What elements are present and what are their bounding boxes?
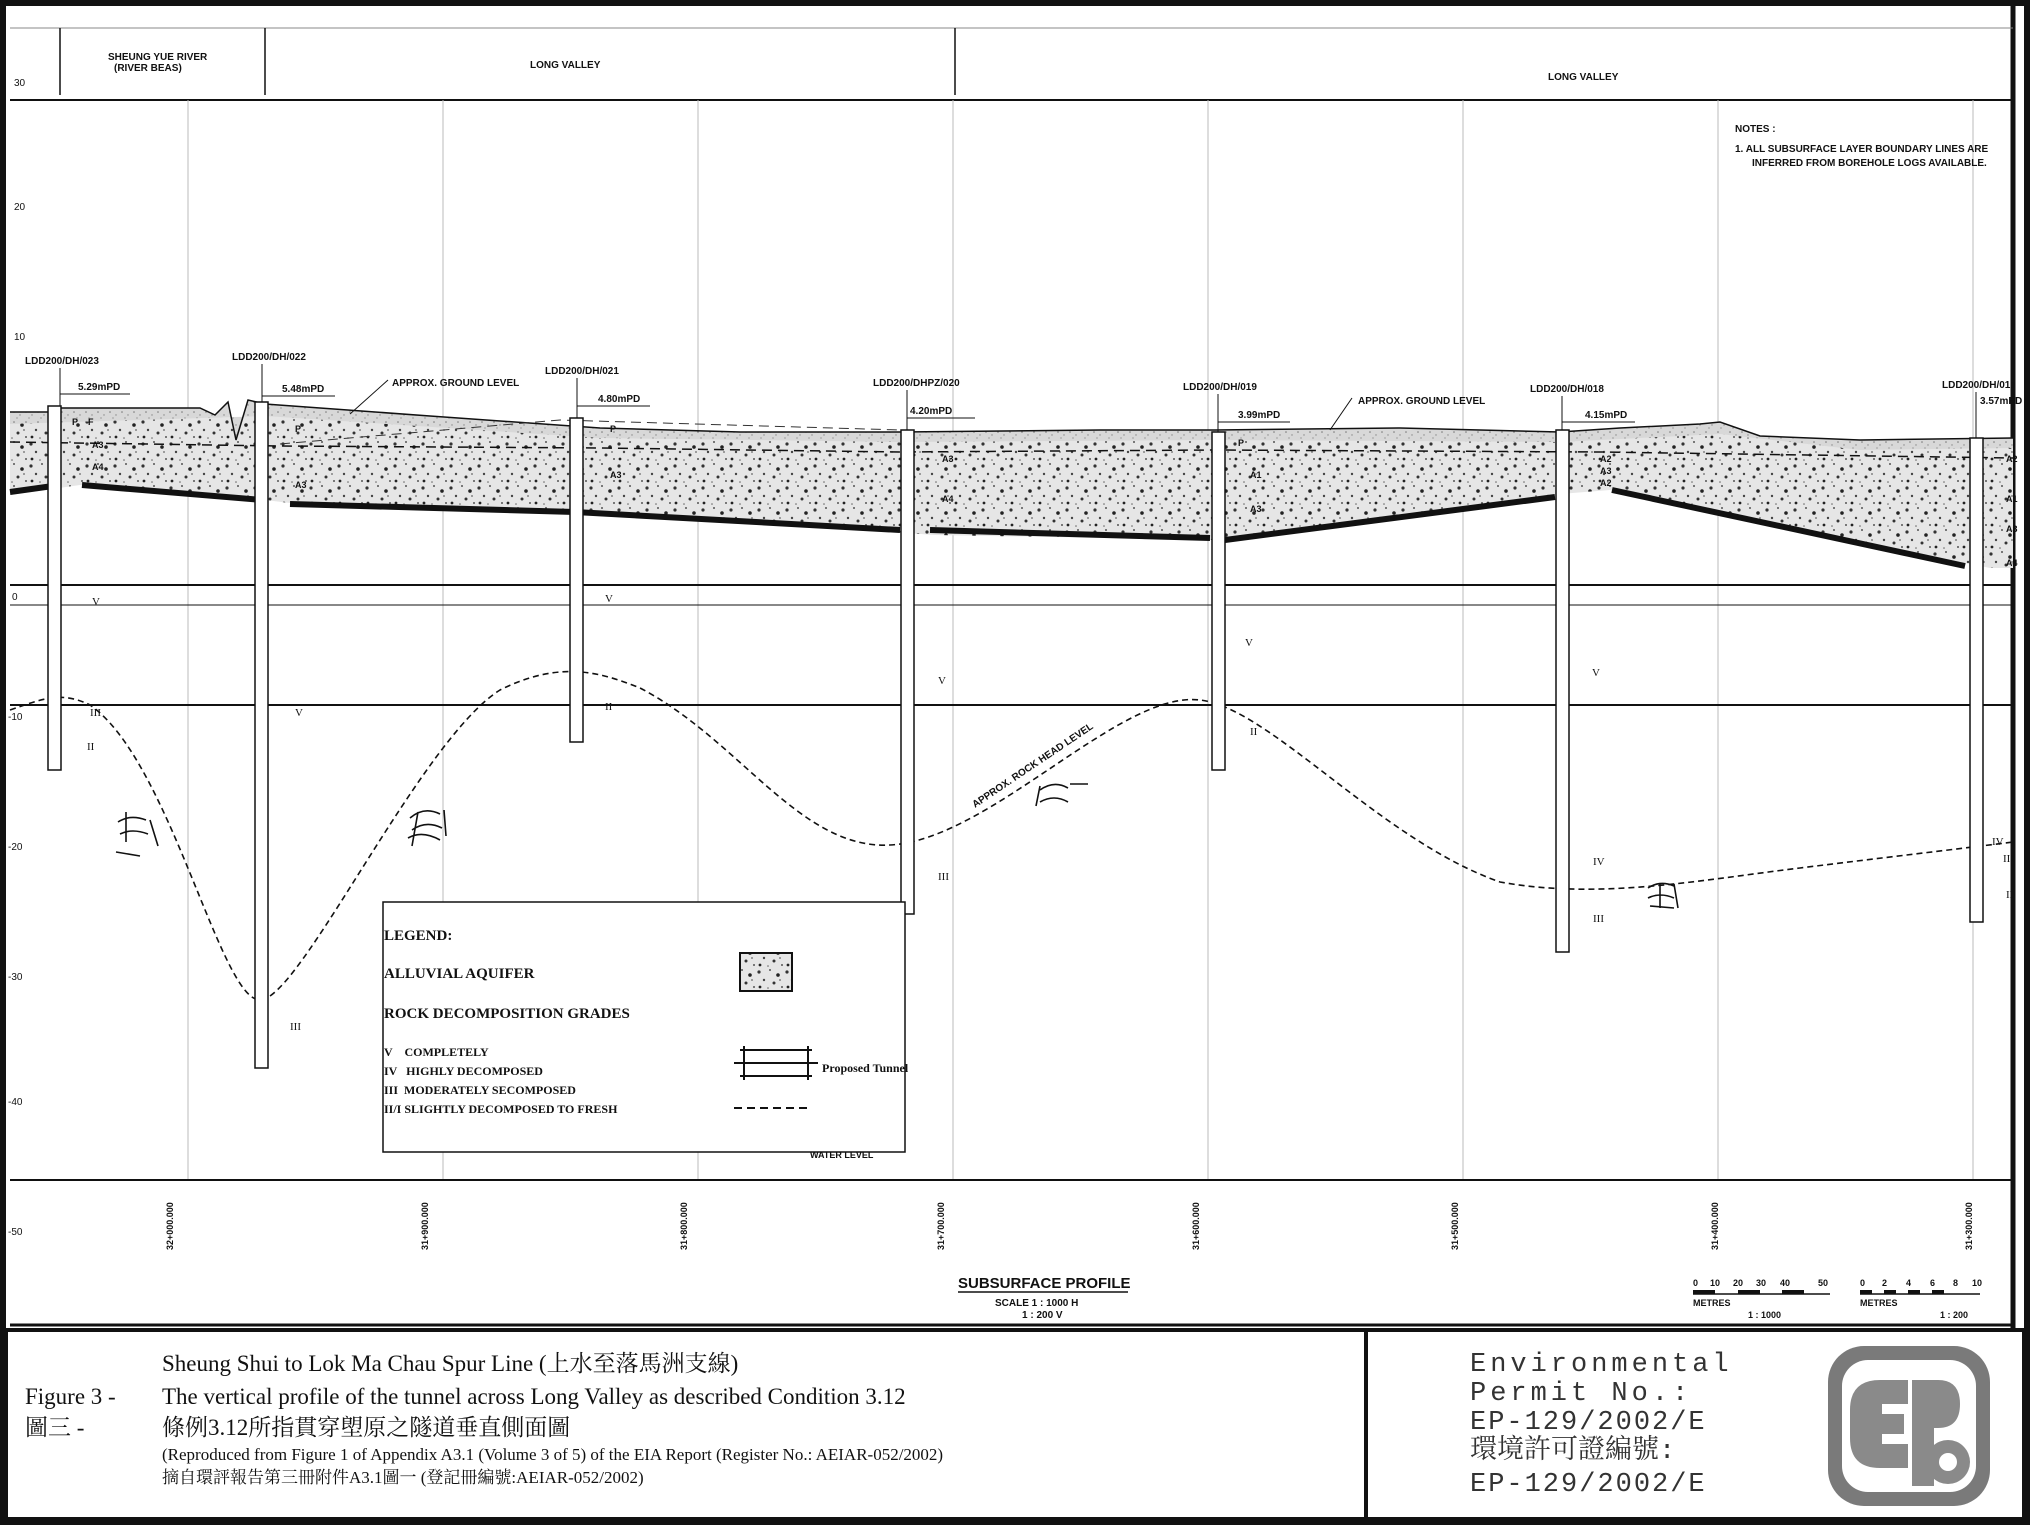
- header-long-valley-2: LONG VALLEY: [1548, 72, 1619, 83]
- borehole-level: 3.57mPD: [1980, 396, 2023, 407]
- layer-label-a4: A4: [2006, 558, 2018, 568]
- borehole-id: LDD200/DH/021: [545, 366, 619, 377]
- grade-iii: III: [1593, 913, 1604, 925]
- legend-aquifer-swatch: [740, 953, 792, 991]
- borehole-id: LDD200/DH/017: [1942, 380, 2016, 391]
- borehole-shaft: [1212, 432, 1225, 770]
- v-scale-tick: 4: [1906, 1278, 1912, 1288]
- h-scale-tick: 50: [1818, 1278, 1829, 1288]
- grade-labels: [87, 593, 2014, 1033]
- v-scale-tick: 10: [1972, 1278, 1983, 1288]
- layer-label-a3: A3: [942, 454, 954, 464]
- elevation-tick: 30: [14, 78, 26, 89]
- permit-line1: Environmental: [1470, 1350, 1733, 1380]
- grade-v: V: [605, 593, 613, 605]
- notes-line1: 1. ALL SUBSURFACE LAYER BOUNDARY LINES ARE: [1735, 144, 1989, 155]
- layer-label-a2: A2: [1600, 454, 1612, 464]
- layer-label-a3: A3: [295, 480, 307, 490]
- scale-bar-vertical: [1860, 1278, 1982, 1320]
- elevation-tick: 20: [14, 202, 26, 213]
- ground-level-label: APPROX. GROUND LEVEL: [392, 378, 520, 389]
- borehole-shaft: [1556, 430, 1569, 952]
- borehole-id: LDD200/DH/022: [232, 352, 306, 363]
- chainage: 31+900.000: [420, 1202, 430, 1250]
- borehole-level: 4.20mPD: [910, 406, 953, 417]
- chainage: 31+700.000: [936, 1202, 946, 1250]
- profile-title-block: [958, 1275, 1131, 1321]
- borehole-level: 4.15mPD: [1585, 410, 1628, 421]
- v-scale-tick: 8: [1953, 1278, 1959, 1288]
- layer-label-a3: A3: [1600, 466, 1612, 476]
- elevation-tick: -20: [8, 842, 23, 853]
- notes-title: NOTES :: [1735, 124, 1776, 135]
- caption-figure-text: The vertical profile of the tunnel across Long Valley as described Condition 3.12: [162, 1384, 906, 1409]
- v-scale-ratio: 1 : 200: [1940, 1310, 1969, 1320]
- borehole-shaft: [255, 402, 268, 1068]
- permit-block: [1470, 1350, 1733, 1500]
- h-scale-tick: 10: [1710, 1278, 1721, 1288]
- v-scale-unit: METRES: [1860, 1298, 1898, 1308]
- notes-line2: INFERRED FROM BOREHOLE LOGS AVAILABLE.: [1752, 158, 1987, 169]
- grade-ii: II: [1250, 726, 1258, 738]
- v-scale-tick: 0: [1860, 1278, 1866, 1288]
- borehole-id: LDD200/DH/023: [25, 356, 99, 367]
- legend-title: LEGEND:: [384, 928, 453, 944]
- grade-iii: III: [938, 871, 949, 883]
- grade-ii: II: [605, 701, 613, 713]
- layer-label-a3: A3: [1250, 504, 1262, 514]
- layer-label-p: P: [72, 417, 79, 427]
- chainage: 31+500.000: [1450, 1202, 1460, 1250]
- layer-label-a3: A3: [610, 470, 622, 480]
- layer-label-f: F: [88, 417, 94, 427]
- layer-label-a2: A2: [2006, 454, 2018, 464]
- borehole-level: 3.99mPD: [1238, 410, 1281, 421]
- legend-box: [383, 902, 909, 1160]
- borehole-shaft: [48, 406, 61, 770]
- caption-project: Sheung Shui to Lok Ma Chau Spur Line (上水至落馬洲支線): [162, 1351, 739, 1376]
- legend-rock-label: ROCK DECOMPOSITION GRADES: [384, 1006, 630, 1022]
- v-scale-tick: 6: [1930, 1278, 1936, 1288]
- layer-label-p: P: [295, 424, 302, 434]
- header-sheung-yue-river: SHEUNG YUE RIVER: [108, 52, 208, 63]
- permit-line2: Permit No.:: [1470, 1379, 1693, 1409]
- chainage: 32+000.000: [165, 1202, 175, 1250]
- chainage: 31+300.000: [1964, 1202, 1974, 1250]
- grade-iii: III: [290, 1021, 301, 1033]
- profile-title: SUBSURFACE PROFILE: [958, 1275, 1131, 1292]
- h-scale-ratio: 1 : 1000: [1748, 1310, 1782, 1320]
- chainage: 31+400.000: [1710, 1202, 1720, 1250]
- h-scale-tick: 0: [1693, 1278, 1699, 1288]
- legend-grade-iv: IV HIGHLY DECOMPOSED: [384, 1064, 543, 1078]
- layer-label-a4: A4: [942, 494, 954, 504]
- elevation-tick: -40: [8, 1097, 23, 1108]
- tunnel-symbol: [408, 810, 446, 846]
- layer-label-a2: A2: [1600, 478, 1612, 488]
- chainage: 31+600.000: [1191, 1202, 1201, 1250]
- ground-level-leader: [350, 380, 388, 414]
- borehole-level: 4.80mPD: [598, 394, 641, 405]
- rock-head-line: [10, 672, 2013, 1000]
- legend-grade-ii: II/I SLIGHTLY DECOMPOSED TO FRESH: [384, 1102, 618, 1116]
- chainage-labels: [165, 1202, 1974, 1250]
- grade-ii: II: [87, 741, 95, 753]
- water-level-label: WATER LEVEL: [810, 1150, 874, 1160]
- permit-line5: EP-129/2002/E: [1470, 1470, 1707, 1500]
- h-scale-tick: 40: [1780, 1278, 1791, 1288]
- grade-v: V: [1592, 667, 1600, 679]
- borehole-shaft: [570, 418, 583, 742]
- layer-label-p: P: [1238, 438, 1245, 448]
- legend-aquifer-label: ALLUVIAL AQUIFER: [384, 966, 535, 982]
- elevation-axis: [8, 78, 26, 1238]
- v-scale-tick: 2: [1882, 1278, 1888, 1288]
- elevation-tick: 0: [12, 592, 18, 603]
- tunnel-symbols: [116, 784, 1678, 908]
- ground-level-leader: [1330, 398, 1352, 430]
- caption-figure-label: Figure 3 -: [25, 1384, 116, 1409]
- rock-head-label: APPROX. ROCK HEAD LEVEL: [970, 721, 1096, 811]
- grade-iv: IV: [1593, 856, 1605, 868]
- tunnel-symbol: [1648, 883, 1678, 908]
- chainage: 31+800.000: [679, 1202, 689, 1250]
- elevation-tick: 10: [14, 332, 26, 343]
- grade-ii: II: [2006, 889, 2014, 901]
- borehole-id: LDD200/DH/018: [1530, 384, 1604, 395]
- grade-v: V: [295, 707, 303, 719]
- grade-iii: III: [90, 707, 101, 719]
- layer-label-a1: A1: [2006, 494, 2018, 504]
- tunnel-symbol: [116, 812, 158, 856]
- logo-text: epd: [0, 0, 2, 1]
- permit-line4: 環境許可證編號:: [1470, 1437, 1676, 1467]
- grade-v: V: [92, 596, 100, 608]
- caption-reproduced-en: (Reproduced from Figure 1 of Appendix A3.1 (Volume 3 of 5) of the EIA Report (Register No.: AEIAR-052/2002): [162, 1445, 944, 1464]
- scale-bar-horizontal: [1693, 1278, 1830, 1320]
- layer-label-p: P: [610, 424, 617, 434]
- borehole-level: 5.29mPD: [78, 382, 121, 393]
- grade-iii: III: [2003, 853, 2014, 865]
- borehole-id: LDD200/DH/019: [1183, 382, 1257, 393]
- grade-v: V: [1245, 637, 1253, 649]
- layer-label-a3: A3: [92, 440, 104, 450]
- elevation-tick: -50: [8, 1227, 23, 1238]
- grade-iv: IV: [1992, 836, 2004, 848]
- legend-tunnel-label: Proposed Tunnel: [822, 1061, 909, 1075]
- caption-figure-text-cn: 條例3.12所指貫穿塱原之隧道垂直側面圖: [162, 1415, 571, 1440]
- legend-grade-v: V COMPLETELY: [384, 1045, 489, 1059]
- profile-scale-v: 1 : 200 V: [1022, 1310, 1063, 1321]
- layer-label-a3: A3: [2006, 524, 2018, 534]
- ground-level-label: APPROX. GROUND LEVEL: [1358, 396, 1486, 407]
- caption-figure-label-cn: 圖三 -: [25, 1415, 85, 1440]
- h-scale-tick: 30: [1756, 1278, 1767, 1288]
- elevation-tick: -10: [8, 712, 23, 723]
- borehole-id: LDD200/DHPZ/020: [873, 378, 960, 389]
- h-scale-unit: METRES: [1693, 1298, 1731, 1308]
- borehole-shaft: [1970, 438, 1983, 922]
- profile-scale-h: SCALE 1 : 1000 H: [995, 1298, 1079, 1309]
- permit-line3: EP-129/2002/E: [1470, 1408, 1707, 1438]
- grade-v: V: [938, 675, 946, 687]
- h-scale-tick: 20: [1733, 1278, 1744, 1288]
- layer-label-a1: A1: [1250, 470, 1262, 480]
- elevation-tick: -30: [8, 972, 23, 983]
- borehole-shaft: [901, 430, 914, 914]
- borehole-level: 5.48mPD: [282, 384, 325, 395]
- tunnel-symbol: [1036, 784, 1088, 806]
- header-long-valley-1: LONG VALLEY: [530, 60, 601, 71]
- caption-reproduced-cn: 摘自環評報告第三冊附件A3.1圖一 (登記冊編號:AEIAR-052/2002): [162, 1468, 644, 1487]
- legend-grade-iii: III MODERATELY SECOMPOSED: [384, 1083, 576, 1097]
- layer-label-a4: A4: [92, 462, 104, 472]
- header-river-beas: (RIVER BEAS): [114, 63, 182, 74]
